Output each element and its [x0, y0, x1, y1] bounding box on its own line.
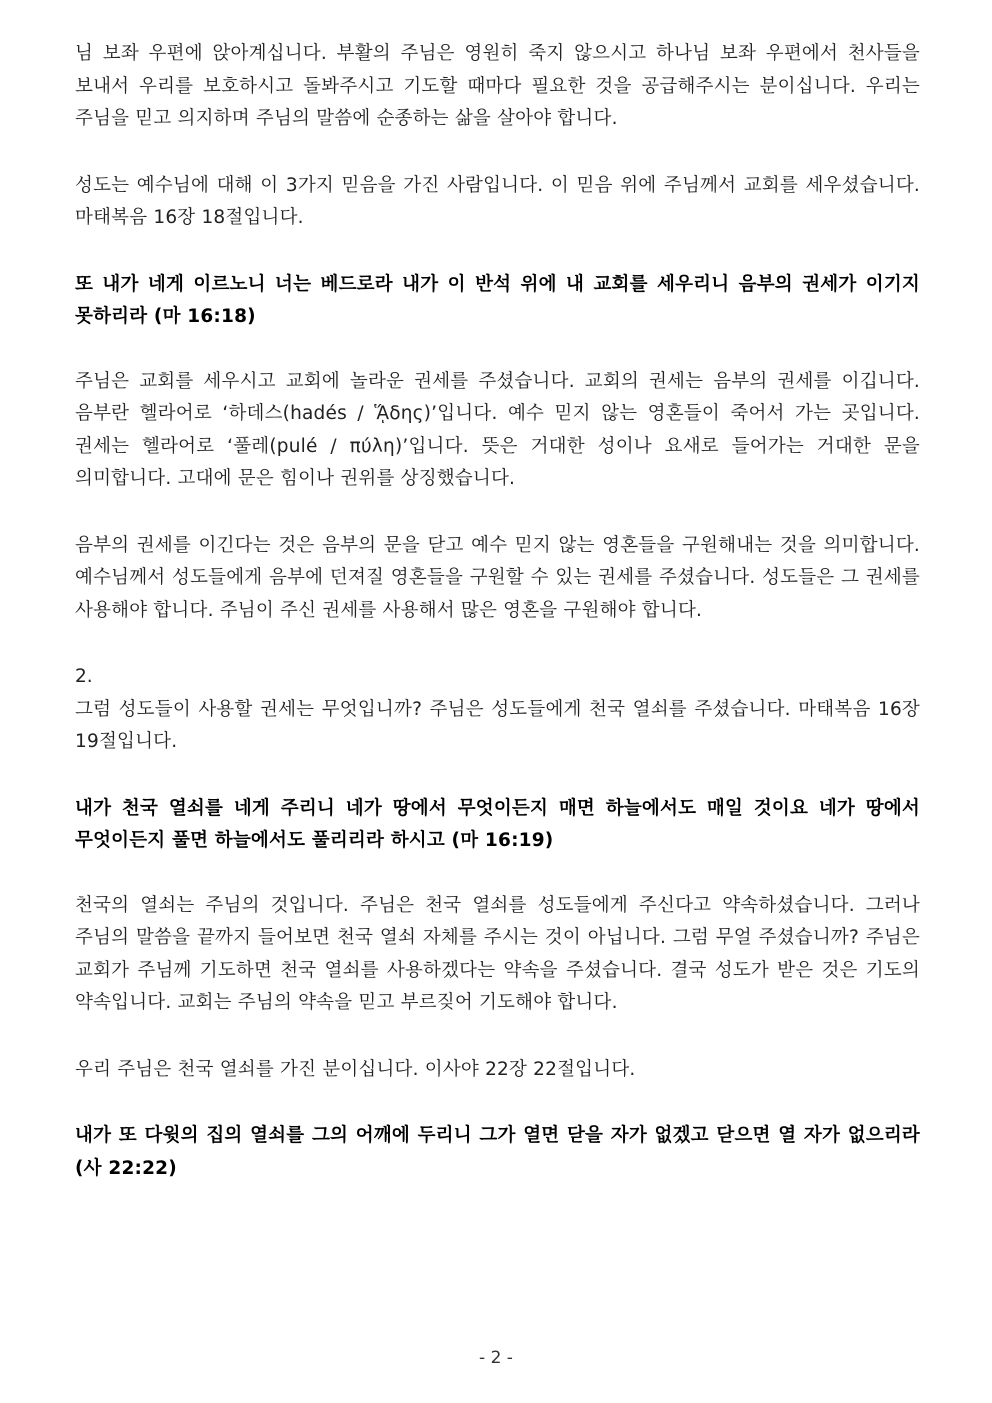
scripture-quote-matthew-16-19: 내가 천국 열쇠를 네게 주리니 네가 땅에서 무엇이든지 매면 하늘에서도 매일 것이요 네가 땅에서 무엇이든지 풀면 하늘에서도 풀리리라 하시고 (마 16:19) [75, 797, 920, 851]
paragraph-three-beliefs: 성도는 예수님에 대해 이 3가지 믿음을 가진 사람입니다. 이 믿음 위에 주님께서 교회를 세우셨습니다. 마태복음 16장 18절입니다. [75, 174, 920, 228]
paragraph-resurrection: 님 보좌 우편에 앉아계십니다. 부활의 주님은 영원히 죽지 않으시고 하나님 보좌 우편에서 천사들을 보내서 우리를 보호하시고 돌봐주시고 기도할 때마다 필요한 것을 공급해주시는 분이십니다. 우리는 주님을 믿고 의지하며 주님의 말씀에 순종하는 삶을 살아야 합니다. [75, 43, 920, 129]
paragraph-keys-question: 그럼 성도들이 사용할 권세는 무엇입니까? 주님은 성도들에게 천국 열쇠를 주셨습니다. 마태복음 16장 19절입니다. [75, 698, 920, 752]
scripture-quote-matthew-16-18: 또 내가 네게 이르노니 너는 베드로라 내가 이 반석 위에 내 교회를 세우리니 음부의 권세가 이기지 못하리라 (마 16:18) [75, 273, 920, 327]
paragraph-overcome-hades: 음부의 권세를 이긴다는 것은 음부의 문을 닫고 예수 믿지 않는 영혼들을 구원해내는 것을 의미합니다. 예수님께서 성도들에게 음부에 던져질 영혼들을 구원할 수 있는 권세를 주셨습니다. 성도들은 그 권세를 사용해야 합니다. 주님이 주신 권세를 사용해서 많은 영혼을 구원해야 합니다. [75, 534, 920, 621]
scripture-quote-isaiah-22-22: 내가 또 다윗의 집의 열쇠를 그의 어깨에 두리니 그가 열면 닫을 자가 없겠고 닫으면 열 자가 없으리라 (사 22:22) [75, 1125, 920, 1179]
paragraph-church-authority: 주님은 교회를 세우시고 교회에 놀라운 권세를 주셨습니다. 교회의 권세는 음부의 권세를 이깁니다. 음부란 헬라어로 ‘하데스(hadés / ᾍδης)’입니다. 예수 믿지 않는 영혼들이 죽어서 가는 곳입니다. 권세는 헬라어로 ‘풀레(pulé / πύλη)’입니다. 뜻은 거대한 성이나 요새로 들어가는 거대한 문을 의미합니다. 고대에 문은 힘이나 권위를 상징했습니다. [75, 370, 920, 489]
section-number: 2. [75, 666, 93, 687]
page-number: - 2 - [479, 1348, 513, 1368]
document-body [75, 38, 920, 1217]
paragraph-isaiah-intro: 우리 주님은 천국 열쇠를 가진 분이십니다. 이사야 22장 22절입니다. [75, 1058, 636, 1080]
paragraph-keys-promise: 천국의 열쇠는 주님의 것입니다. 주님은 천국 열쇠를 성도들에게 주신다고 약속하셨습니다. 그러나 주님의 말씀을 끝까지 들어보면 천국 열쇠 자체를 주시는 것이 아닙니다. 그럼 무얼 주셨습니까? 주님은 교회가 주님께 기도하면 천국 열쇠를 사용하겠다는 약속을 주셨습니다. 결국 성도가 받은 것은 기도의 약속입니다. 교회는 주님의 약속을 믿고 부르짖어 기도해야 합니다. [75, 894, 920, 1013]
